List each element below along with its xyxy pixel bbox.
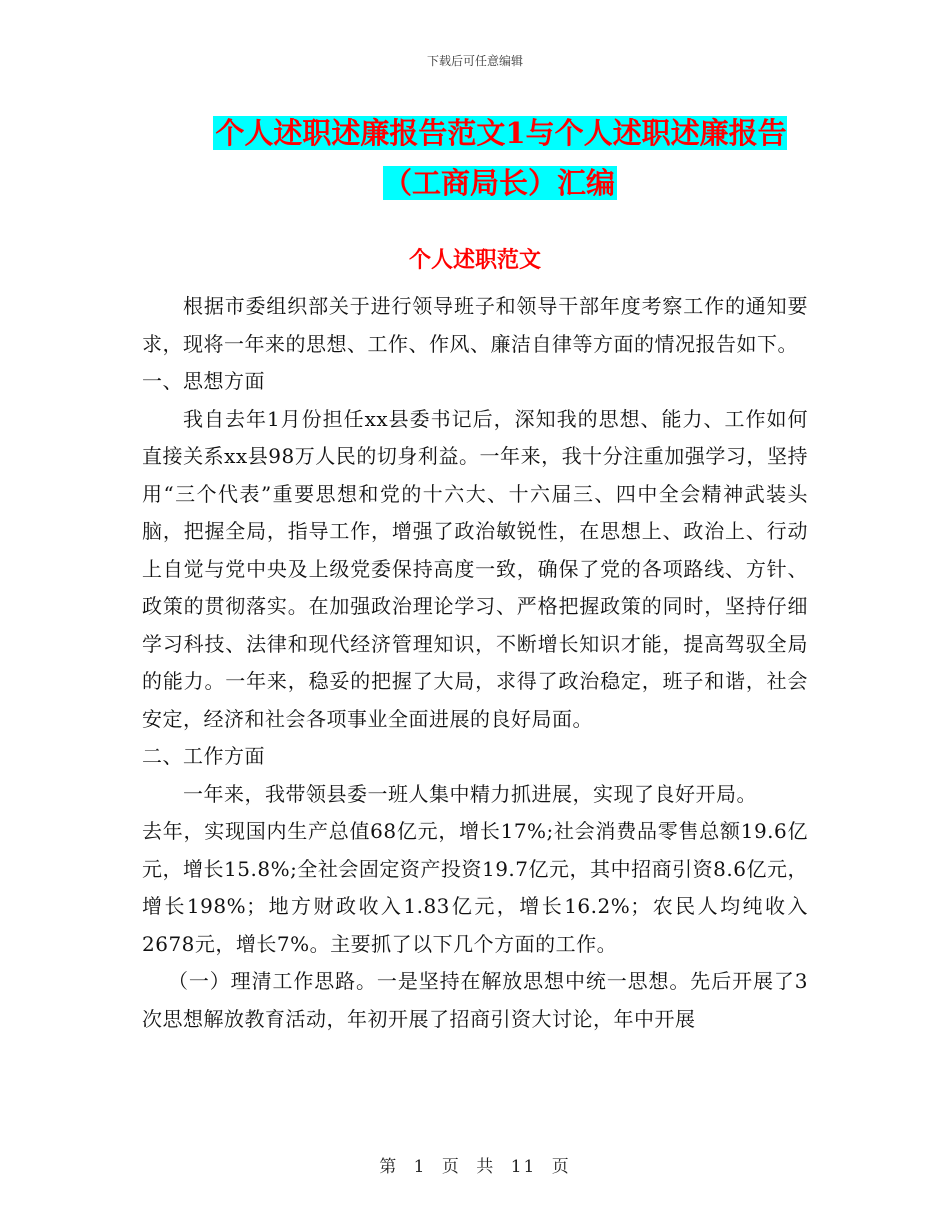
paragraph-thought: 我自去年1月份担任xx县委书记后，深知我的思想、能力、工作如何直接关系xx县98万人民的切身利益。一年来，我十分注重加强学习，坚持用“三个代表”重要思想和党的十六大、十六届三、四中全会精神武装头脑，把握全局，指导工作，增强了政治敏锐性，在思想上、政治上、行动上自觉与党中央及上级党委保持高度一致，确保了党的各项路线、方针、政策的贯彻落实。在加强政治理论学习、严格把握政策的同时，坚持仔细学习科技、法律和现代经济管理知识，不断增长知识才能，提高驾驭全局的能力。一年来，稳妥的把握了大局，求得了政治稳定，班子和谐，社会安定，经济和社会各项事业全面进展的良好局面。 — [142, 406, 808, 731]
footer-total-label: 共 — [476, 1157, 496, 1177]
paragraph-intro: 根据市委组织部关于进行领导班子和领导干部年度考察工作的通知要求，现将一年来的思想、工作、作风、廉洁自律等方面的情况报告如下。 — [142, 294, 808, 356]
paragraph-work-intro: 一年来，我带领县委一班人集中精力抓进展，实现了良好开局。 — [183, 781, 757, 806]
footer-total-pages: 11 — [510, 1157, 537, 1177]
header-note: 下载后可任意编辑 — [426, 54, 523, 68]
footer-suffix: 页 — [551, 1157, 571, 1177]
page-footer — [0, 1152, 950, 1177]
paragraph-work-stats: 去年，实现国内生产总值68亿元，增长17%;社会消费品零售总额19.6亿元，增长15.8%;全社会固定资产投资19.7亿元，其中招商引资8.6亿元，增长198%；地方财政收入1.83亿元，增长16.2%；农民人均纯收入2678元，增长7%。主要抓了以下几个方面的工作。 — [142, 819, 808, 956]
footer-page-mid: 页 — [441, 1157, 461, 1177]
paragraph-work-ideas: （一）理清工作思路。一是坚持在解放思想中统一思想。先后开展了3次思想解放教育活动，年初开展了招商引资大讨论，年中开展 — [142, 969, 808, 1031]
section-title: 个人述职范文 — [408, 247, 541, 273]
heading-thought: 一、思想方面 — [142, 369, 265, 393]
footer-current-page: 1 — [413, 1157, 427, 1177]
heading-work: 二、工作方面 — [142, 744, 265, 768]
document-title-text: 个人述职述廉报告范文1与个人述职述廉报告（工商局长）汇编 — [215, 116, 787, 200]
document-title — [195, 108, 805, 208]
footer-prefix: 第 — [379, 1157, 399, 1177]
document-body — [142, 288, 808, 1038]
